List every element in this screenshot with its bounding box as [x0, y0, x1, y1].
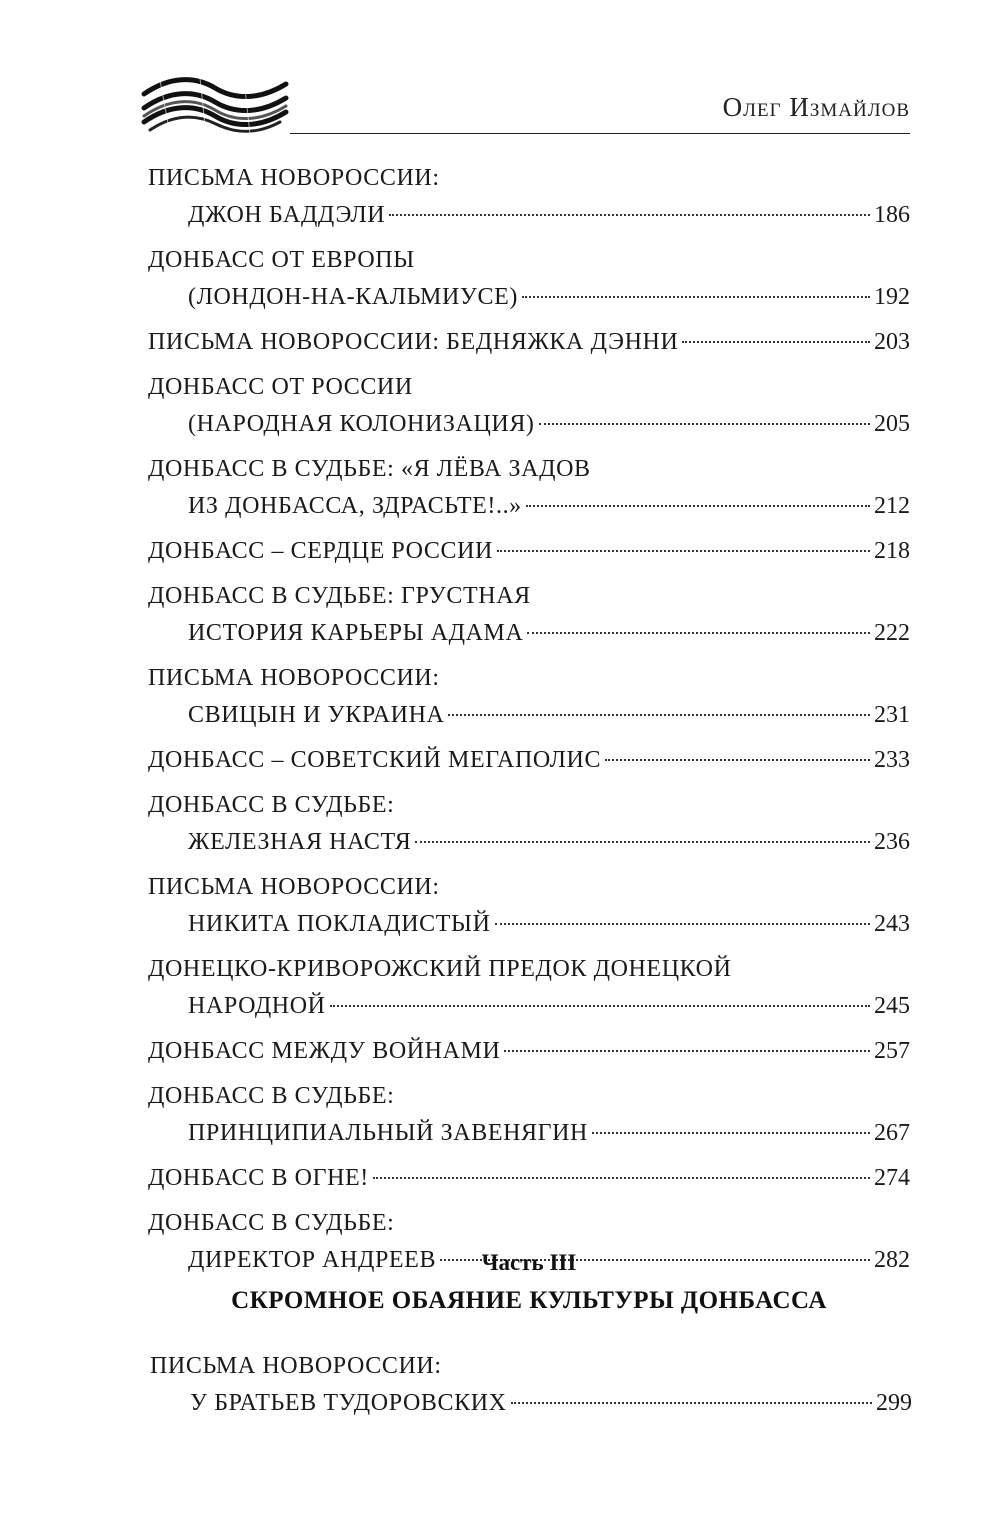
toc-entry-title: ИСТОРИЯ КАРЬЕРЫ АДАМА: [188, 620, 524, 646]
entry-spacer: [148, 316, 910, 324]
dot-leader: [389, 214, 870, 216]
toc-entry[interactable]: [148, 742, 910, 779]
toc-entry-title: ДОНБАСС В ОГНЕ!: [148, 1165, 369, 1191]
table-of-contents: [148, 160, 910, 1279]
entry-spacer: [148, 779, 910, 787]
toc-entry-title: ПИСЬМА НОВОРОССИИ:: [148, 665, 440, 691]
toc-entry[interactable]: [150, 1348, 912, 1422]
toc-page-number: 212: [874, 493, 910, 519]
toc-entry[interactable]: [148, 451, 910, 525]
toc-entry-title: СВИЦЫН И УКРАИНА: [188, 702, 445, 728]
dot-leader: [539, 423, 870, 425]
entry-spacer: [148, 234, 910, 242]
dot-leader: [373, 1177, 870, 1179]
entry-spacer: [148, 1152, 910, 1160]
toc-entry[interactable]: [148, 1078, 910, 1152]
toc-entry[interactable]: [148, 1160, 910, 1197]
toc-entry-title: (ЛОНДОН-НА-КАЛЬМИУСЕ): [188, 284, 518, 310]
toc-entry-title: ПРИНЦИПИАЛЬНЫЙ ЗАВЕНЯГИН: [188, 1120, 588, 1146]
dot-leader: [592, 1132, 870, 1134]
entry-spacer: [148, 361, 910, 369]
toc-entry-title: ДОНБАСС – СОВЕТСКИЙ МЕГАПОЛИС: [148, 747, 602, 773]
toc-entry-title: НАРОДНОЙ: [188, 993, 326, 1019]
toc-entry[interactable]: [148, 533, 910, 570]
dot-leader: [527, 632, 870, 634]
toc-entry-title: ДОНЕЦКО-КРИВОРОЖСКИЙ ПРЕДОК ДОНЕЦКОЙ: [148, 956, 732, 982]
dot-leader: [522, 296, 870, 298]
toc-entry[interactable]: [148, 1033, 910, 1070]
entry-spacer: [148, 1025, 910, 1033]
entry-spacer: [148, 861, 910, 869]
toc-entry-title: ДОНБАСС В СУДЬБЕ:: [148, 1083, 395, 1109]
ribbon-logo-icon: [140, 72, 290, 136]
toc-entry[interactable]: [148, 787, 910, 861]
toc-page-number: 267: [874, 1120, 910, 1146]
toc-entry-title: ДОНБАСС В СУДЬБЕ:: [148, 792, 395, 818]
entry-spacer: [148, 570, 910, 578]
toc-entry-title: У БРАТЬЕВ ТУДОРОВСКИХ: [190, 1390, 507, 1416]
table-of-contents-part3: [150, 1348, 912, 1422]
toc-page-number: 231: [874, 702, 910, 728]
toc-entry-title: НИКИТА ПОКЛАДИСТЫЙ: [188, 911, 491, 937]
entry-spacer: [148, 734, 910, 742]
toc-entry-title: ПИСЬМА НОВОРОССИИ:: [148, 874, 440, 900]
toc-page-number: 205: [874, 411, 910, 437]
toc-entry[interactable]: [148, 324, 910, 361]
entry-spacer: [148, 525, 910, 533]
toc-page-number: 274: [874, 1165, 910, 1191]
dot-leader: [504, 1050, 870, 1052]
entry-spacer: [148, 652, 910, 660]
toc-entry-title: ДЖОН БАДДЭЛИ: [188, 202, 386, 228]
dot-leader: [448, 714, 870, 716]
toc-entry-title: ДОНБАСС ОТ РОССИИ: [148, 374, 413, 400]
toc-entry[interactable]: [148, 160, 910, 234]
toc-entry-title: ПИСЬМА НОВОРОССИИ: БЕДНЯЖКА ДЭННИ: [148, 329, 679, 355]
entry-spacer: [148, 1197, 910, 1205]
author-name: Олег Измайлов: [722, 92, 910, 122]
toc-entry-title: ДОНБАСС МЕЖДУ ВОЙНАМИ: [148, 1038, 501, 1064]
toc-entry[interactable]: [148, 951, 910, 1025]
toc-entry-title: ПИСЬМА НОВОРОССИИ:: [148, 165, 440, 191]
dot-leader: [605, 759, 870, 761]
toc-entry-title: (НАРОДНАЯ КОЛОНИЗАЦИЯ): [188, 411, 535, 437]
toc-entry[interactable]: [148, 242, 910, 316]
toc-page-number: 236: [874, 829, 910, 855]
toc-page-number: 282: [874, 1247, 910, 1273]
toc-page-number: 186: [874, 202, 910, 228]
page-header: [140, 70, 910, 140]
dot-leader: [511, 1402, 872, 1404]
dot-leader: [497, 550, 870, 552]
entry-spacer: [148, 443, 910, 451]
toc-page-number: 192: [874, 284, 910, 310]
toc-entry-title: ДИРЕКТОР АНДРЕЕВ: [188, 1247, 437, 1273]
toc-entry-title: ДОНБАСС В СУДЬБЕ: «Я ЛЁВА ЗАДОВ: [148, 456, 591, 482]
dot-leader: [495, 923, 870, 925]
toc-entry-title: ДОНБАСС – СЕРДЦЕ РОССИИ: [148, 538, 493, 564]
part-title: СКРОМНОЕ ОБАЯНИЕ КУЛЬТУРЫ ДОНБАССА: [231, 1287, 827, 1314]
dot-leader: [682, 341, 870, 343]
entry-spacer: [148, 943, 910, 951]
dot-leader: [330, 1005, 870, 1007]
toc-entry-title: ДОНБАСС В СУДЬБЕ: ГРУСТНАЯ: [148, 583, 531, 609]
toc-entry-title: ДОНБАСС В СУДЬБЕ:: [148, 1210, 395, 1236]
toc-entry[interactable]: [148, 578, 910, 652]
toc-entry-title: ДОНБАСС ОТ ЕВРОПЫ: [148, 247, 415, 273]
toc-page-number: 203: [874, 329, 910, 355]
toc-entry[interactable]: [148, 660, 910, 734]
dot-leader: [526, 505, 870, 507]
toc-page-number: 222: [874, 620, 910, 646]
toc-page-number: 218: [874, 538, 910, 564]
part-number: Часть III: [481, 1250, 577, 1275]
toc-entry-title: ИЗ ДОНБАССА, ЗДРАСЬТЕ!..»: [188, 493, 522, 519]
header-divider: [290, 133, 910, 134]
toc-page-number: 233: [874, 747, 910, 773]
toc-page-number: 257: [874, 1038, 910, 1064]
toc-entry[interactable]: [148, 369, 910, 443]
toc-page-number: 299: [876, 1390, 912, 1416]
toc-entry-title: ПИСЬМА НОВОРОССИИ:: [150, 1353, 442, 1379]
toc-entry[interactable]: [148, 869, 910, 943]
toc-page-number: 243: [874, 911, 910, 937]
dot-leader: [415, 841, 870, 843]
toc-entry-title: ЖЕЛЕЗНАЯ НАСТЯ: [188, 829, 412, 855]
entry-spacer: [148, 1070, 910, 1078]
toc-page-number: 245: [874, 993, 910, 1019]
